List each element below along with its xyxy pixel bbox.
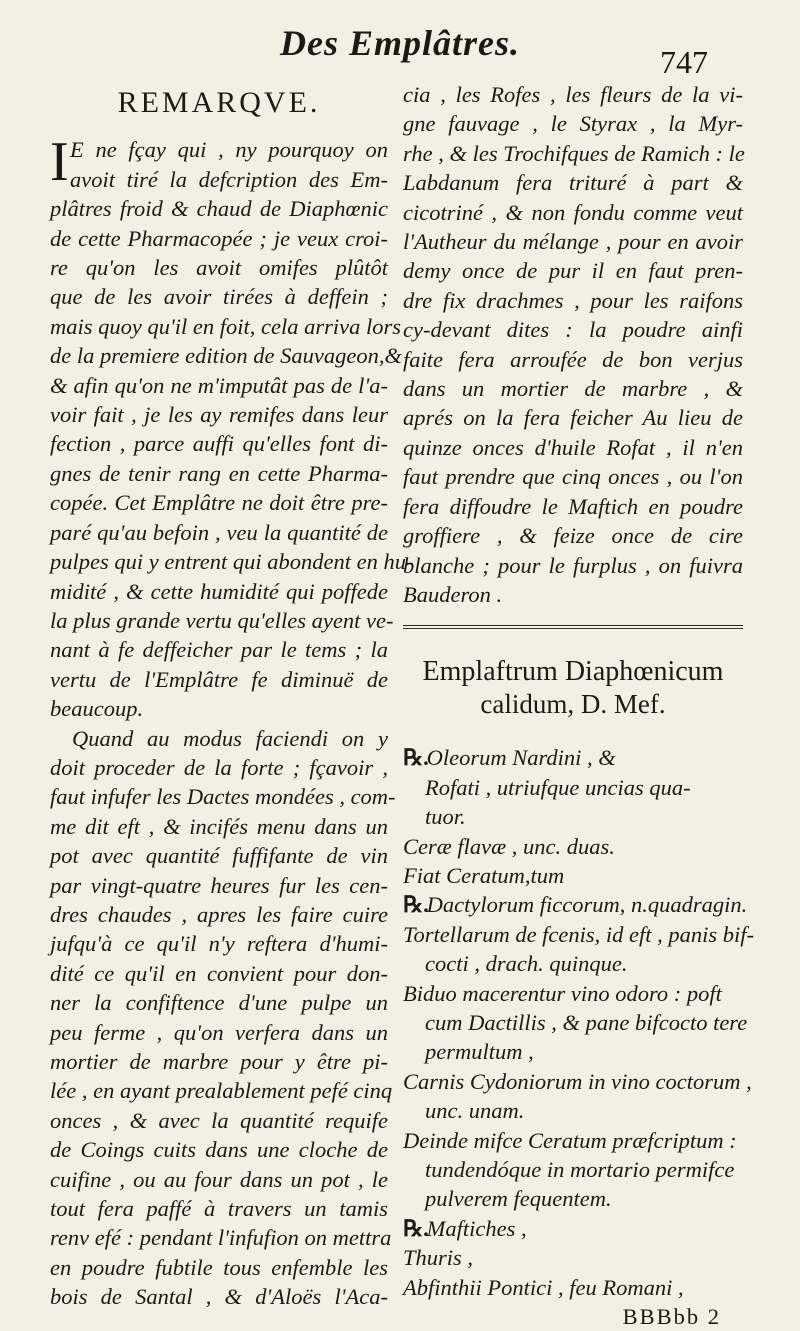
paragraph-continuation (403, 80, 743, 609)
text-line: par vingt-quatre heures fur les cen- (50, 872, 388, 898)
text-line: cicotriné , & non fondu comme veut (403, 199, 743, 225)
text-line: de la premiere edition de Sauvageon,& (50, 343, 402, 369)
text-line: aprés on la fera feicher Au lieu de (403, 405, 743, 431)
recipe-subtitle: calidum, D. Mef. (480, 689, 666, 720)
text-line: cuifine , ou au four dans un pot , le (50, 1166, 388, 1192)
text-line: re qu'on les avoit omifes plûtôt (50, 255, 388, 281)
recipe-line: Biduo macerentur vino odoro : poft (403, 980, 722, 1006)
rx-symbol: ℞. (403, 892, 429, 918)
paragraph-modus-faciendi (50, 724, 396, 1312)
recipe-line (403, 1214, 743, 1243)
recipe-line (403, 743, 743, 772)
section-divider-thin (403, 628, 743, 629)
text-line: tout fera paffé à travers un tamis (50, 1196, 388, 1222)
text-line: dre fix drachmes , pour les raifons (403, 287, 743, 313)
recipe-text: Dactylorum ficcorum, n.quadragin. (426, 892, 748, 918)
text-line: renv efé : pendant l'infufion on mettra (50, 1225, 392, 1251)
running-title: Des Emplâtres. (279, 23, 520, 63)
text-line: & afin qu'on ne m'imputât pas de l'a- (50, 372, 388, 398)
text-line: gnes de tenir rang en cette Pharma- (50, 460, 388, 486)
text-line: copée. Cet Emplâtre ne doit être pre- (50, 490, 388, 516)
text-line: peu ferme , qu'on verfera dans un (50, 1019, 388, 1045)
recipe-title: Emplaftrum Diaphœnicum (422, 656, 724, 688)
recipe-body (403, 743, 755, 1302)
text-line: me dit eft , & incifés menu dans un (50, 813, 388, 839)
text-line: paré qu'au befoin , veu la quantité de (50, 519, 388, 545)
text-line: avoit tiré la defcription des Em- (70, 166, 388, 192)
recipe-line: Tortellarum de fcenis, id eft , panis bif- (403, 921, 755, 947)
left-column (50, 80, 414, 1312)
text-line: lée , en ayant prealablement pefé cinq (50, 1078, 393, 1104)
text-line: faite fera arroufée de bon verjus (403, 346, 743, 372)
recipe-line: tuor. (425, 804, 466, 830)
text-line: nant à fe deffeicher par le tems ; la (50, 637, 388, 663)
text-line: fection , parce auffi qu'elles font di- (50, 431, 388, 457)
right-column (403, 80, 755, 1331)
text-line: faut prendre que cinq onces , ou l'on (403, 464, 743, 490)
section-divider (403, 625, 743, 626)
text-line: ner la confiftence d'une pulpe un (50, 990, 388, 1016)
text-line: dans un mortier de marbre , & (403, 376, 743, 402)
text-line: onces , & avec la quantité requife (50, 1107, 388, 1133)
recipe-line (403, 890, 748, 919)
text-line: Quand au modus faciendi on y (72, 725, 388, 751)
text-line: Labdanum fera trituré à part & (403, 170, 743, 196)
text-line: quinze onces d'huile Rofat , il n'en (403, 434, 743, 460)
text-line: rhe , & les Trochifques de Ramich : le (403, 140, 745, 166)
text-line: beaucoup. (50, 696, 144, 722)
recipe-line: cocti , drach. quinque. (425, 951, 628, 977)
signature-mark: BBBbb 2 (622, 1304, 721, 1330)
text-line: doit proceder de la forte ; fçavoir , (50, 754, 388, 780)
recipe-line: unc. unam. (425, 1098, 525, 1124)
text-line: E ne fçay qui , ny pourquoy on (70, 137, 388, 163)
text-line: en poudre fubtile tous enfemble les (50, 1254, 388, 1280)
recipe-line: Carnis Cydoniorum in vino coctorum , (403, 1068, 752, 1094)
text-line: cy-devant dites : la poudre ainfi (403, 317, 743, 343)
text-line: jufqu'à ce qu'il n'y reftera d'humi- (50, 931, 388, 957)
recipe-line: Abfinthii Pontici , feu Romani , (403, 1274, 684, 1300)
text-line: groffiere , & feize once de cire (403, 523, 743, 549)
text-line: dité ce qu'il en convient pour don- (50, 960, 388, 986)
text-line: mortier de marbre pour y être pi- (50, 1049, 388, 1074)
recipe-line: Rofati , utriufque uncias qua- (425, 774, 691, 800)
text-line: pot avec quantité fuffifante de vin (50, 843, 388, 869)
running-head (0, 22, 800, 80)
text-line: que de les avoir tirées à deffein ; (50, 284, 388, 310)
text-line: dres chaudes , apres les faire cuire (50, 901, 388, 927)
recipe-line: Deinde mifce Ceratum præfcriptum : (403, 1127, 737, 1153)
recipe-line: Fiat Ceratum,tum (403, 862, 565, 888)
recipe-line: Thuris , (403, 1245, 474, 1271)
text-line: de cette Pharmacopée ; je veux croi- (50, 225, 388, 251)
text-line: la plus grande vertu qu'elles ayent ve- (50, 607, 394, 633)
text-line: bois de Santal , & d'Aloës l'Aca- (50, 1284, 388, 1310)
text-line: cia , les Rofes , les fleurs de la vi- (403, 82, 743, 107)
recipe-line: pulverem fequentem. (425, 1186, 612, 1212)
recipe-line: permultum , (425, 1039, 534, 1065)
rx-symbol: ℞. (403, 1215, 429, 1241)
text-line: fera diffoudre le Maftich en poudre (403, 493, 743, 519)
text-line: midité , & cette humidité qui poffede (50, 578, 388, 604)
text-line: mais quoy qu'il en foit, cela arriva lors (50, 313, 402, 339)
text-line: pulpes qui y entrent qui abondent en hu- (50, 549, 414, 575)
text-line: gne fauvage , le Styrax , la Myr- (403, 111, 743, 137)
text-line: l'Autheur du mélange , pour en avoir (403, 229, 743, 255)
recipe-text: Oleorum Nardini , & (426, 745, 616, 771)
text-line: faut infufer les Dactes mondées , com- (50, 784, 396, 810)
recipe-text: Maftiches , (426, 1215, 527, 1241)
text-line: demy once de pur il en faut pren- (403, 258, 743, 284)
text-line: blanche ; pour le furplus , on fuivra (403, 552, 743, 578)
text-line: de Coings cuits dans une cloche de (50, 1137, 388, 1163)
paragraph-remarque (50, 131, 414, 723)
recipe-line: cum Dactillis , & pane bifcocto tere (425, 1009, 748, 1035)
recipe-line: tundendóque in mortario permifce (425, 1157, 735, 1182)
section-heading: REMARQVE. (117, 86, 321, 119)
text-line: plâtres froid & chaud de Diaphœnic (50, 196, 388, 222)
drop-cap: I (50, 131, 69, 194)
rx-symbol: ℞. (403, 745, 429, 771)
text-line: vertu de l'Emplâtre fe diminuë de (50, 666, 388, 692)
text-line: voir fait , je les ay remifes dans leur (50, 402, 388, 428)
text-line: Bauderon . (403, 581, 503, 607)
recipe-line: Ceræ flavæ , unc. duas. (403, 833, 615, 859)
page-number: 747 (660, 44, 708, 80)
